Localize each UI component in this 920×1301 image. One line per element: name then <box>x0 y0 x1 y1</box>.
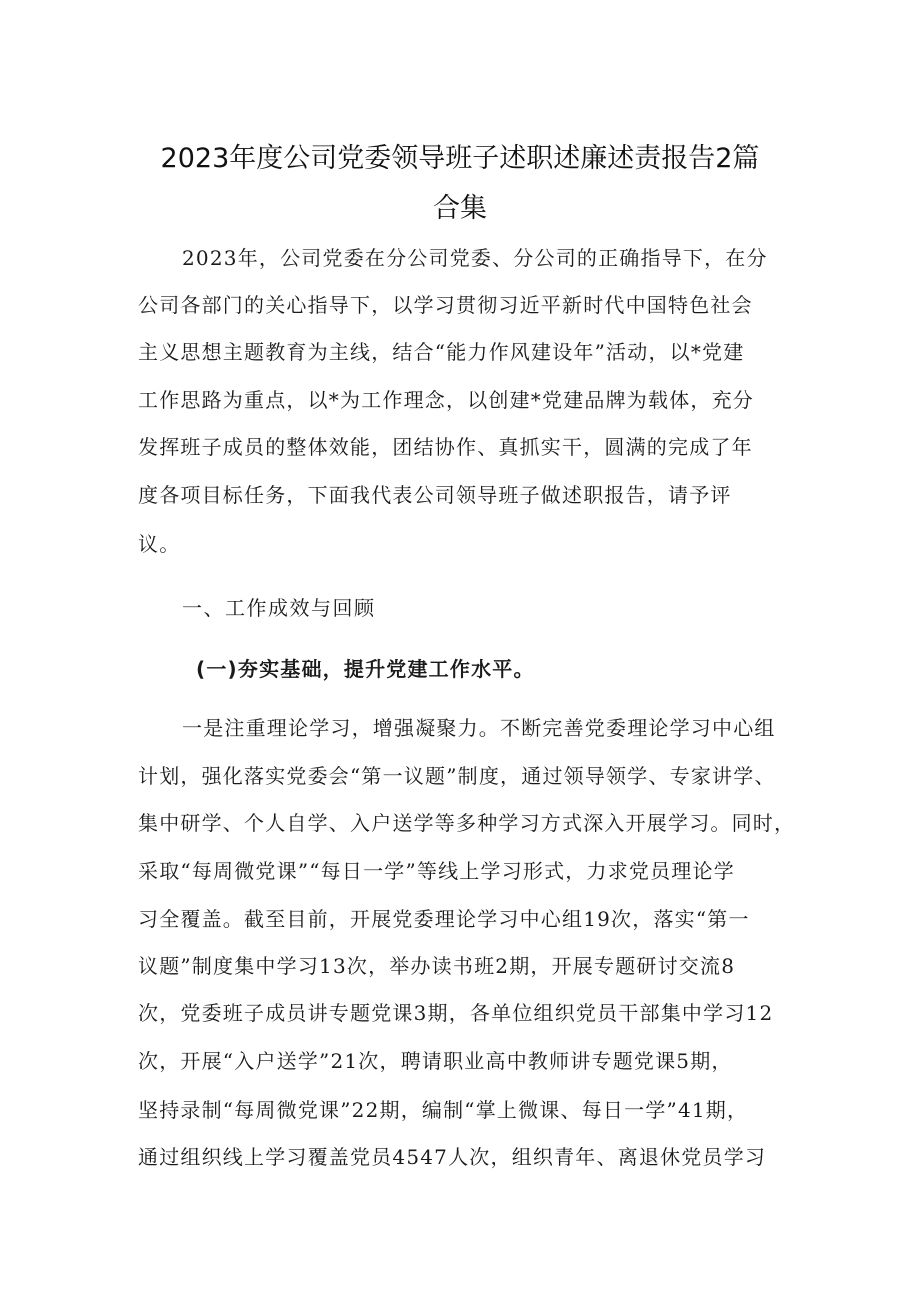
intro-line: 度各项目标任务，下面我代表公司领导班子做述职报告，请予评 <box>138 483 732 507</box>
intro-line: 2023年，公司党委在分公司党委、分公司的正确指导下，在分 <box>182 246 768 270</box>
body-line: 集中研学、个人自学、入户送学等多种学习方式深入开展学习。同时， <box>138 811 796 835</box>
intro-line: 工作思路为重点，以*为工作理念，以创建*党建品牌为载体，充分 <box>138 388 754 412</box>
intro-line: 公司各部门的关心指导下，以学习贯彻习近平新时代中国特色社会 <box>138 293 753 317</box>
body-line: 坚持录制“每周微党课”22期，编制“掌上微课、每日一学”41期， <box>138 1098 749 1122</box>
intro-line: 议。 <box>138 532 181 556</box>
body-line: 次，开展“入户送学”21次，聘请职业高中教师讲专题党课5期， <box>138 1049 733 1073</box>
body-line: 习全覆盖。截至目前，开展党委理论学习中心组19次，落实“第一 <box>138 907 750 931</box>
body-line: 计划，强化落实党委会“第一议题”制度，通过领导领学、专家讲学、 <box>138 764 776 788</box>
body-line: 一是注重理论学习，增强凝聚力。不断完善党委理论学习中心组 <box>182 716 776 740</box>
intro-line: 发挥班子成员的整体效能，团结协作、真抓实干，圆满的完成了年 <box>138 435 753 459</box>
document-title-line-2: 合集 <box>433 193 487 224</box>
body-line: 议题”制度集中学习13次，举办读书班2期，开展专题研讨交流8 <box>138 954 736 978</box>
intro-line: 主义思想主题教育为主线，结合“能力作风建设年”活动，以*党建 <box>138 340 745 364</box>
document-title-line-1: 2023年度公司党委领导班子述职述廉述责报告2篇 <box>160 143 760 174</box>
section-heading: 一、工作成效与回顾 <box>182 596 376 620</box>
body-line: 次，党委班子成员讲专题党课3期，各单位组织党员干部集中学习12 <box>138 1001 774 1025</box>
body-line: 通过组织线上学习覆盖党员4547人次，组织青年、离退休党员学习 <box>138 1145 767 1169</box>
subsection-heading: (一)夯实基础，提升党建工作水平。 <box>196 657 535 681</box>
body-line: 采取“每周微党课”“每日一学”等线上学习形式，力求党员理论学 <box>138 859 735 883</box>
